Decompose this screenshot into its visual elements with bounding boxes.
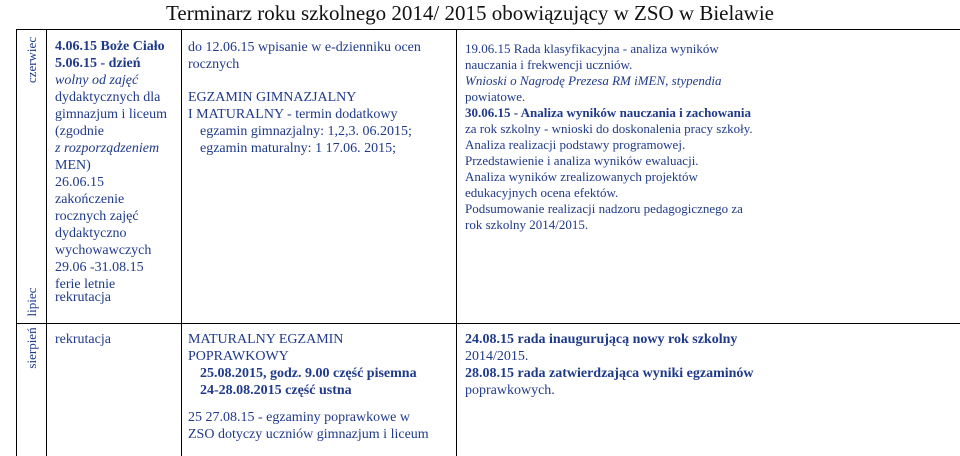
text-line: rocznych <box>188 57 240 72</box>
text-line: za rok szkolny - wnioski do doskonalenia pracy szkoły. <box>465 121 753 136</box>
text-line: MEN) <box>55 158 91 173</box>
event-grades-deadline: do 12.06.15 wpisanie w e-dzienniku ocen <box>188 40 421 55</box>
retake-oral: 24-28.08.2015 część ustna <box>200 383 352 398</box>
text-line: 2014/2015. <box>465 349 529 364</box>
month-label-lipiec: lipiec <box>24 287 39 317</box>
text-line: Analiza wyników zrealizowanych projektów <box>465 169 698 184</box>
august-retake-exams <box>188 409 453 443</box>
text-line: ferie letnie <box>55 277 116 292</box>
row-separator-july-august <box>16 323 960 324</box>
text-line: wychowawczych <box>55 243 152 258</box>
text-line: nauczania i frekwencji uczniów. <box>465 57 633 72</box>
column-rule-month <box>46 29 47 456</box>
event-summer-holidays: 29.06 -31.08.15 <box>55 260 144 275</box>
june-events-col2 <box>188 39 453 157</box>
june-events-col3 <box>465 41 785 233</box>
august-events-col3 <box>465 331 795 399</box>
text-line: z rozporządzeniem <box>55 141 160 156</box>
august-recruitment: rekrutacja <box>55 332 111 347</box>
retake-exam-subheading: POPRAWKOWY <box>188 349 289 364</box>
text-line: rocznych zajęć <box>55 209 139 224</box>
event-day-off: 5.06.15 - dzień <box>55 56 141 71</box>
exam-subheading: I MATURALNY - termin dodatkowy <box>188 107 398 122</box>
text-line: rok szkolny 2014/2015. <box>465 217 589 232</box>
text-line: Przedstawienie i analiza wyników ewaluacji. <box>465 153 699 168</box>
text-line: gimnazjum i liceum <box>55 107 167 122</box>
exam-heading: EGZAMIN GIMNAZJALNY <box>188 90 357 105</box>
event-exam-results-council: 28.08.15 rada zatwierdzająca wyniki egzaminów <box>465 366 754 381</box>
june-events-col1 <box>55 38 180 293</box>
exam-gimnazjalny: egzamin gimnazjalny: 1,2,3. 06.2015; <box>200 124 412 139</box>
document-title: Terminarz roku szkolnego 2014/ 2015 obowiązujący w ZSO w Bielawie <box>166 1 774 25</box>
text-line: powiatowe. <box>465 89 526 104</box>
event-corpus-christi: 4.06.15 Boże Ciało <box>55 39 165 54</box>
text-line: edukacyjnych ocena efektów. <box>465 185 619 200</box>
text-line: 25 27.08.15 - egzaminy poprawkowe w <box>188 410 411 425</box>
column-rule-1 <box>181 29 182 456</box>
august-events-col2 <box>188 331 453 399</box>
text-line: wolny od zajęć <box>55 73 139 88</box>
text-line: dydaktyczno <box>55 226 127 241</box>
event-classification-council: 19.06.15 Rada klasyfikacyjna - analiza wyników <box>465 41 719 56</box>
text-line: poprawkowych. <box>465 383 555 398</box>
text-line: zakończenie <box>55 192 125 207</box>
event-date-end: 26.06.15 <box>55 175 104 190</box>
event-results-analysis: 30.06.15 - Analiza wyników nauczania i zachowania <box>465 105 752 120</box>
month-label-sierpien: sierpień <box>24 327 39 369</box>
retake-exam-heading: MATURALNY EGZAMIN <box>188 332 344 347</box>
month-label-czerwiec: czerwiec <box>24 36 39 84</box>
text-line: Analiza realizacji podstawy programowej. <box>465 137 686 152</box>
text-line: (zgodnie <box>55 124 104 139</box>
event-inaugural-council: 24.08.15 rada inaugurującą nowy rok szkolny <box>465 332 738 347</box>
text-line: Podsumowanie realizacji nadzoru pedagogicznego za <box>465 201 743 216</box>
text-line: Wnioski o Nagrodę Prezesa RM iMEN, stypendia <box>465 73 722 88</box>
column-rule-left <box>16 29 17 456</box>
july-recruitment: rekrutacja <box>55 290 111 305</box>
text-line: dydaktycznych dla <box>55 90 161 105</box>
text-line: ZSO dotyczy uczniów gimnazjum i liceum <box>188 427 429 442</box>
header-rule <box>16 29 960 30</box>
exam-maturalny: egzamin maturalny: 1 17.06. 2015; <box>200 141 396 156</box>
retake-written: 25.08.2015, godz. 9.00 część pisemna <box>200 366 417 381</box>
column-rule-2 <box>456 29 457 456</box>
